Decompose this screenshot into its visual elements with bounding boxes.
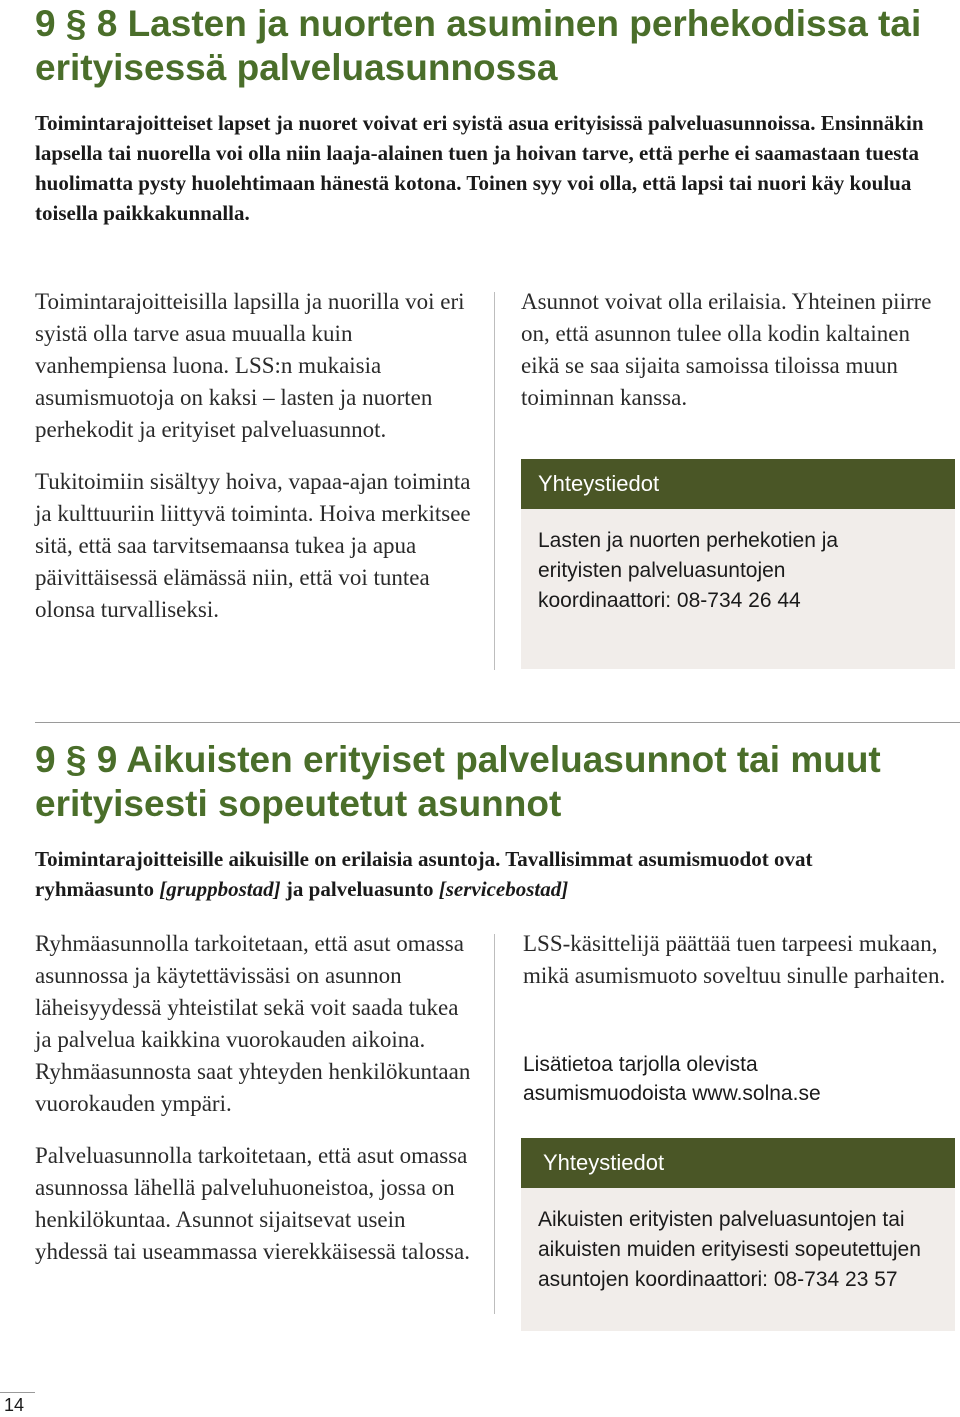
paragraph: Ryhmäasunnolla tarkoitetaan, että asut omassa asunnossa ja käytettävissäsi on asunnon läheisyydessä yhteistilat sekä voit saada tukea ja palvelua kaikkina vuorokauden aikoina. Ryhmäasunnosta saat yhteyden henkilökuntaan vuorokauden ympäri.: [35, 931, 471, 1116]
contact-box-title: Yhteystiedot: [521, 1138, 955, 1188]
page-number: 14: [4, 1395, 25, 1415]
section-divider: [35, 722, 960, 723]
page-number-rule: [0, 1392, 35, 1393]
section-adult-housing: [35, 738, 960, 904]
contact-box-text: Lasten ja nuorten perhekotien ja erityisten palveluasuntojen koordinaattori: 08-734 26 44: [538, 529, 839, 612]
info-text: Lisätietoa tarjolla olevista asumismuodoista www.solna.se: [523, 1053, 821, 1105]
paragraph: Palveluasunnolla tarkoitetaan, että asut omassa asunnossa lähellä palveluhuoneistoa, jossa on henkilökuntaa. Asunnot sijaitsevat usein yhdessä tai useammassa vierekkäisessä talossa.: [35, 1143, 470, 1264]
paragraph: LSS-käsittelijä päättää tuen tarpeesi mukaan, mikä asumismuoto soveltuu sinulle parhaiten.: [523, 931, 946, 988]
column-divider: [494, 934, 495, 1314]
section-lead: [35, 844, 935, 904]
lead-text: ja palveluasunto: [280, 877, 439, 901]
section-children-housing: [35, 2, 960, 228]
lead-term: [servicebostad]: [438, 877, 569, 901]
column-divider: [494, 292, 495, 670]
contact-box-title: Yhteystiedot: [521, 459, 955, 509]
paragraph: Asunnot voivat olla erilaisia. Yhteinen piirre on, että asunnon tulee olla kodin kaltainen eikä se saa sijaita samoissa tiloissa muun toiminnan kanssa.: [521, 289, 932, 410]
contact-box-text: Aikuisten erityisten palveluasuntojen tai aikuisten muiden erityisesti sopeutettujen asuntojen koordinaattori: 08-734 23 57: [538, 1208, 921, 1291]
section-heading: 9 § 9 Aikuisten erityiset palveluasunnot tai muut erityisesti sopeutetut asunnot: [35, 739, 881, 824]
contact-box: [521, 1138, 955, 1331]
paragraph: Tukitoimiin sisältyy hoiva, vapaa-ajan toiminta ja kulttuuriin liittyvä toiminta. Hoiva merkitsee sitä, että saa tarvitsemaansa tukea ja apua päivittäisessä elämässä niin, että voi tuntea olonsa turvalliseksi.: [35, 469, 471, 622]
section-heading: 9 § 8 Lasten ja nuorten asuminen perhekodissa tai erityisessä palveluasunnossa: [35, 3, 922, 88]
section2-left-column: [35, 928, 475, 1288]
section2-right-column: [523, 928, 948, 1012]
section1-right-column: [521, 286, 941, 434]
paragraph: Toimintarajoitteisilla lapsilla ja nuorilla voi eri syistä olla tarve asua muualla kuin vanhempiensa luona. LSS:n mukaisia asumismuotoja on kaksi – lasten ja nuorten perhekodit ja erityiset palveluasunnot.: [35, 289, 465, 442]
contact-box: [521, 459, 955, 669]
lead-text: Toimintarajoitteisille aikuisille on erilaisia asuntoja. Tavallisimmat asumismuodot ovat ryhmäasunto: [35, 847, 813, 901]
section1-left-column: [35, 286, 475, 646]
lead-term: [gruppbostad]: [159, 877, 281, 901]
section-lead: Toimintarajoitteiset lapset ja nuoret voivat eri syistä asua erityisissä palveluasunnoissa. Ensinnäkin lapsella tai nuorella voi olla niin laaja-alainen tuen ja hoivan tarve, että perhe ei saamastaan tuesta huolimatta pysty huolehtimaan hänestä kotona. Toinen syy voi olla, että lapsi tai nuori käy koulua toisella paikkakunnalla.: [35, 111, 924, 225]
